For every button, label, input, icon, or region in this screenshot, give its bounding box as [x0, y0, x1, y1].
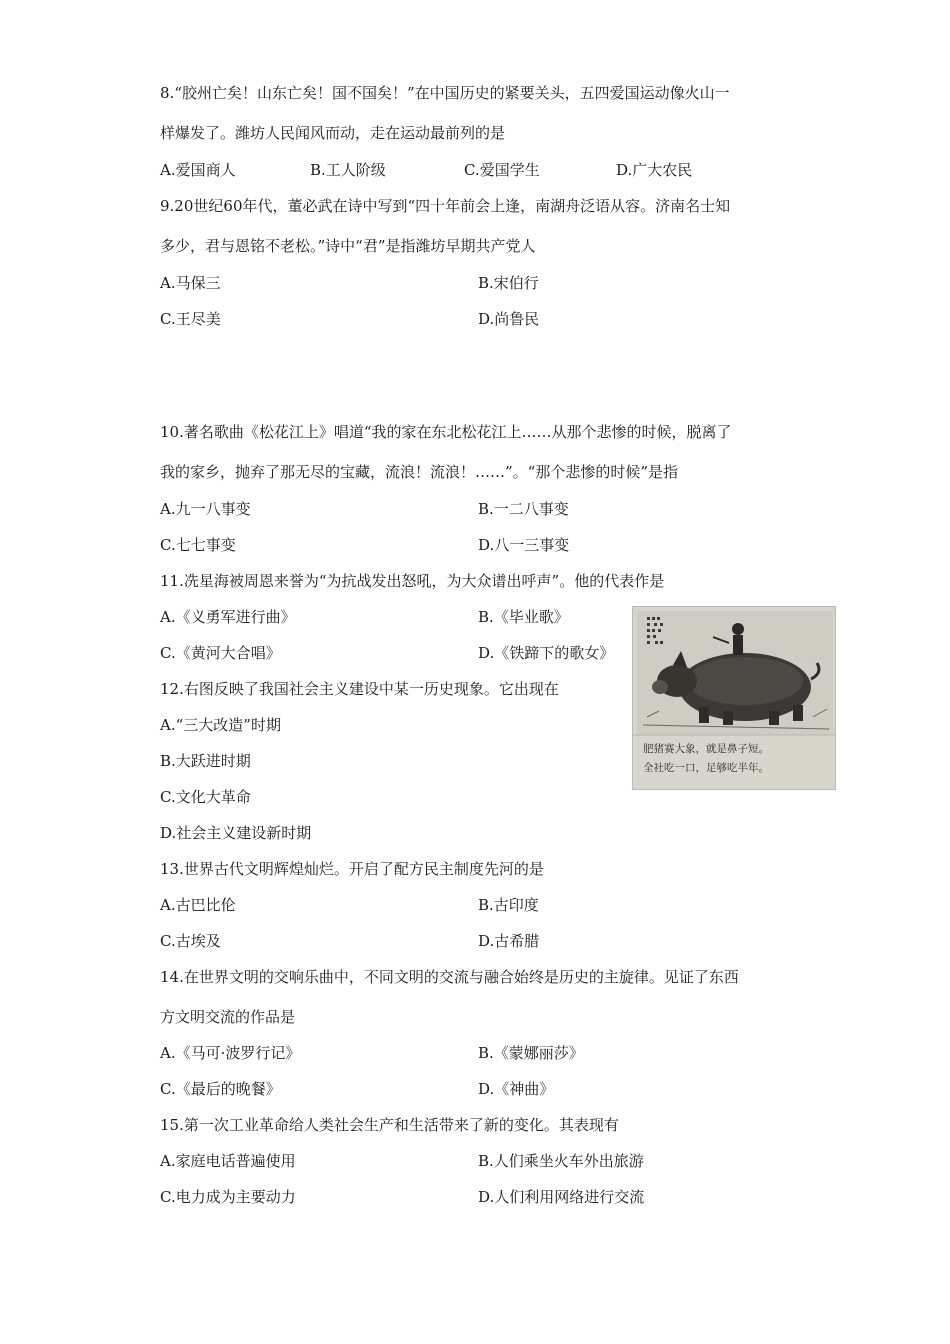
q11-option-c[interactable]: C.《黄河大合唱》 — [160, 644, 281, 662]
q8-option-c[interactable]: C.爱国学生 — [464, 161, 540, 179]
q14-stem-line2: 方文明交流的作品是 — [160, 1008, 296, 1026]
q14-option-d[interactable]: D.《神曲》 — [478, 1080, 555, 1098]
q8-stem-line2: 样爆发了。潍坊人民闻风而动，走在运动最前列的是 — [160, 124, 506, 142]
q12-option-d[interactable]: D.社会主义建设新时期 — [160, 824, 312, 842]
q15-option-c[interactable]: C.电力成为主要动力 — [160, 1188, 296, 1206]
q13-option-a[interactable]: A.古巴比伦 — [160, 896, 236, 914]
q15-stem: 15.第一次工业革命给人类社会生产和生活带来了新的变化。其表现有 — [160, 1116, 619, 1134]
q13-option-b[interactable]: B.古印度 — [478, 896, 539, 914]
q8-option-d[interactable]: D.广大农民 — [616, 161, 693, 179]
q14-option-a[interactable]: A.《马可·波罗行记》 — [160, 1044, 301, 1062]
q9-option-d[interactable]: D.尚鲁民 — [478, 310, 540, 328]
q10-stem-line1: 10.著名歌曲《松花江上》唱道“我的家在东北松花江上……从那个悲惨的时候，脱离了 — [160, 423, 732, 441]
q9-option-c[interactable]: C.王尽美 — [160, 310, 221, 328]
q11-stem: 11.冼星海被周恩来誉为“为抗战发出怒吼，为大众谱出呼声”。他的代表作是 — [160, 572, 665, 590]
q14-stem-line1: 14.在世界文明的交响乐曲中，不同文明的交流与融合始终是历史的主旋律。见证了东西 — [160, 968, 739, 986]
q8-option-b[interactable]: B.工人阶级 — [310, 161, 386, 179]
q14-option-c[interactable]: C.《最后的晚餐》 — [160, 1080, 281, 1098]
q10-option-c[interactable]: C.七七事变 — [160, 536, 236, 554]
poster-caption-line2: 全社吃一口，足够吃半年。 — [643, 762, 769, 774]
q9-option-a[interactable]: A.马保三 — [160, 274, 221, 292]
q10-option-d[interactable]: D.八一三事变 — [478, 536, 570, 554]
q9-option-b[interactable]: B.宋伯行 — [478, 274, 539, 292]
q9-stem-line1: 9.20世纪60年代，董必武在诗中写到“四十年前会上逢，南湖舟泛语从容。济南名士知 — [160, 197, 731, 215]
q13-option-c[interactable]: C.古埃及 — [160, 932, 221, 950]
q8-stem-line1: 8.“胶州亡矣！山东亡矣！国不国矣！”在中国历史的紧要关头，五四爱国运动像火山一 — [160, 84, 730, 102]
q15-option-d[interactable]: D.人们利用网络进行交流 — [478, 1188, 645, 1206]
q11-option-b[interactable]: B.《毕业歌》 — [478, 608, 569, 626]
q14-option-b[interactable]: B.《蒙娜丽莎》 — [478, 1044, 584, 1062]
q8-option-a[interactable]: A.爱国商人 — [160, 161, 236, 179]
q15-option-b[interactable]: B.人们乘坐火车外出旅游 — [478, 1152, 644, 1170]
poster-caption-line1: 肥猪赛大象，就是鼻子短。 — [643, 743, 769, 755]
q12-option-a[interactable]: A.“三大改造”时期 — [160, 716, 281, 734]
q10-option-a[interactable]: A.九一八事变 — [160, 500, 251, 518]
q12-option-b[interactable]: B.大跃进时期 — [160, 752, 251, 770]
q13-stem: 13.世界古代文明辉煌灿烂。开启了配方民主制度先河的是 — [160, 860, 544, 878]
q10-option-b[interactable]: B.一二八事变 — [478, 500, 569, 518]
q11-option-a[interactable]: A.《义勇军进行曲》 — [160, 608, 296, 626]
q15-option-a[interactable]: A.家庭电话普遍使用 — [160, 1152, 296, 1170]
q9-stem-line2: 多少，君与恩铭不老松。”诗中“君”是指潍坊早期共产党人 — [160, 237, 536, 255]
q11-option-d[interactable]: D.《铁蹄下的歌女》 — [478, 644, 615, 662]
q12-stem: 12.右图反映了我国社会主义建设中某一历史现象。它出现在 — [160, 680, 559, 698]
q13-option-d[interactable]: D.古希腊 — [478, 932, 540, 950]
q12-poster-image — [632, 606, 836, 790]
q10-stem-line2: 我的家乡，抛弃了那无尽的宝藏，流浪！流浪！……”。“那个悲惨的时候”是指 — [160, 463, 679, 481]
q12-option-c[interactable]: C.文化大革命 — [160, 788, 251, 806]
